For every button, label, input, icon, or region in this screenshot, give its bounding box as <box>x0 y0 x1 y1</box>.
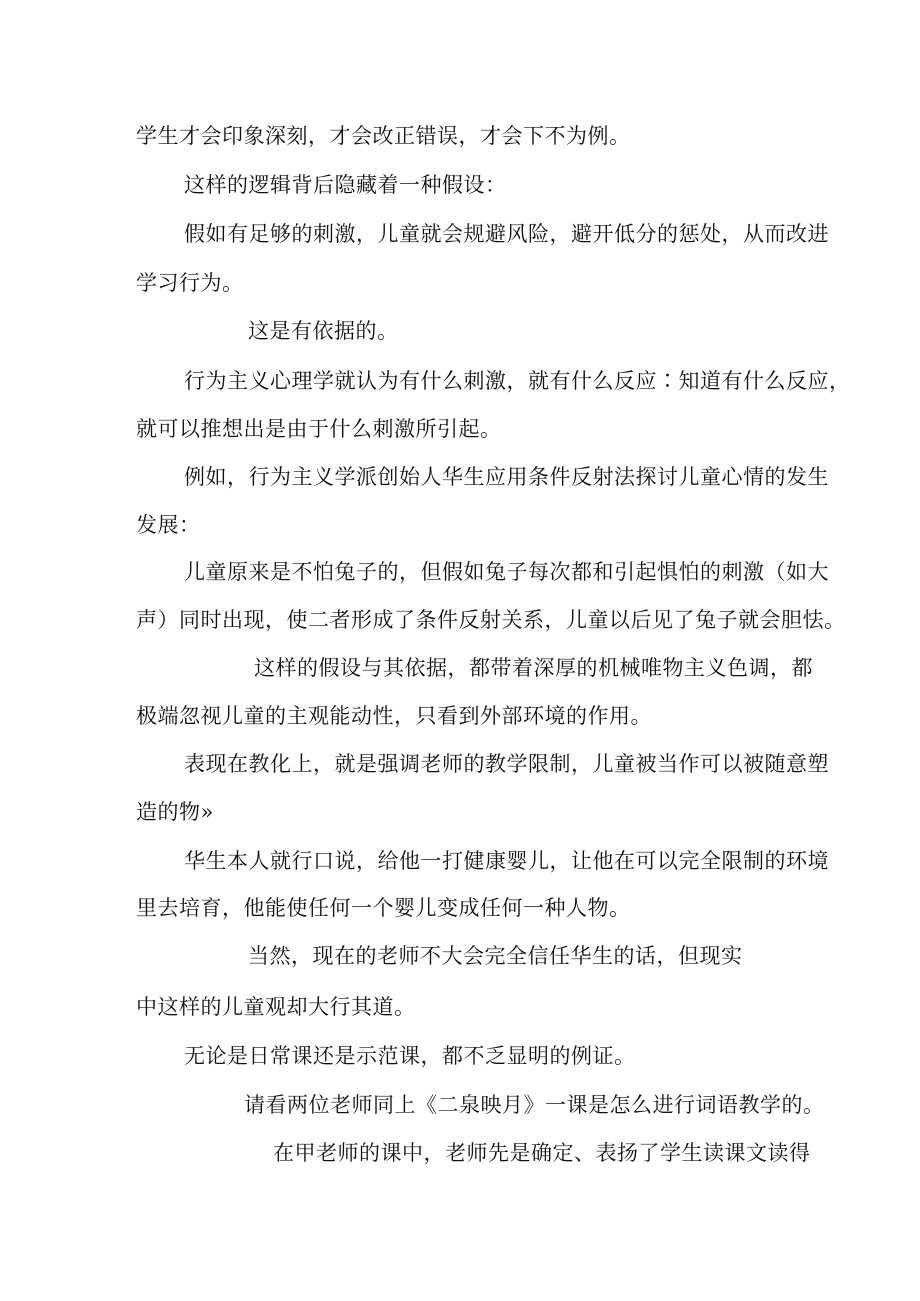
text-line: 里去培育，他能使任何一个婴儿变成任何一种人物。 <box>136 896 631 920</box>
text-line: 这是有依据的。 <box>248 319 399 343</box>
text-line: 学生才会印象深刻，才会改正错误，才会下不为例。 <box>136 124 631 148</box>
text-line: 就可以推想出是由于什么刺激所引起。 <box>136 417 502 441</box>
text-line: 声）同时出现，使二者形成了条件反射关系，儿童以后见了兔子就会胆怯。 <box>136 608 846 632</box>
text-line: 请看两位老师同上《二泉映月》一课是怎么进行词语教学的。 <box>244 1093 825 1117</box>
text-line: 无论是日常课还是示范课，都不乏显明的例证。 <box>184 1044 636 1068</box>
text-line: 例如，行为主义学派创始人华生应用条件反射法探讨儿童心情的发生 <box>184 465 829 489</box>
text-line: 这样的逻辑背后隐藏着一种假设： <box>184 173 507 197</box>
text-line: 华生本人就行口说，给他一打健康婴儿，让他在可以完全限制的环境 <box>184 849 829 873</box>
text-line: 造的物» <box>136 800 214 824</box>
text-line: 这样的假设与其依据，都带着深厚的机械唯物主义色调，都 <box>254 656 813 680</box>
text-line: 行为主义心理学就认为有什么刺激，就有什么反应∶知道有什么反应， <box>184 369 851 393</box>
text-line: 学习行为。 <box>136 271 244 295</box>
text-line: 发展： <box>136 513 201 537</box>
text-line: 极端忽视儿童的主观能动性，只看到外部环境的作用。 <box>136 704 652 728</box>
text-line: 当然，现在的老师不大会完全信任华生的话，但现实 <box>248 944 743 968</box>
text-line: 表现在教化上，就是强调老师的教学限制，儿童被当作可以被随意塑 <box>184 752 829 776</box>
text-line: 假如有足够的刺激，儿童就会规避风险，避开低分的惩处，从而改进 <box>184 222 829 246</box>
text-line: 中这样的儿童观却大行其道。 <box>136 995 416 1019</box>
text-line: 儿童原来是不怕兔子的，但假如兔子每次都和引起惧怕的刺激（如大 <box>184 560 829 584</box>
text-line: 在甲老师的课中，老师先是确定、表扬了学生读课文读得 <box>273 1141 811 1165</box>
